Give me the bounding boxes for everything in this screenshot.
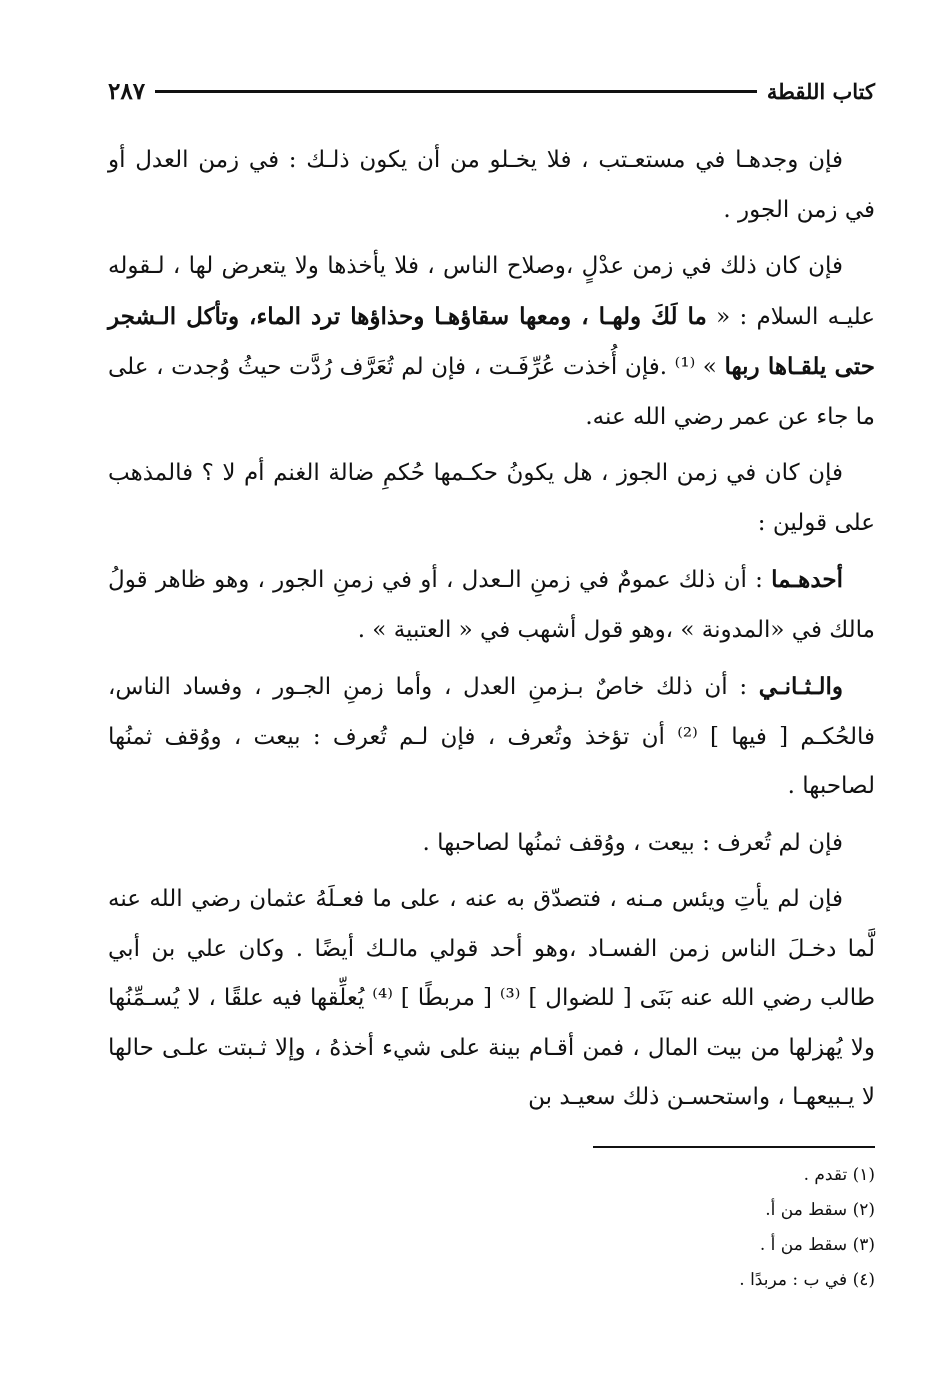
paragraph-3: فإن كان في زمن الجوز ، هل يكونُ حكـمها حُكمِ ضالة الغنم أم لا ؟ فالمذهب على قولين : (108, 460, 875, 536)
footnotes (455, 1158, 875, 1298)
first-opinion-label: أحدهـما (771, 566, 843, 593)
paragraph-4 (108, 555, 875, 655)
paragraph-4-text: : أن ذلك عمومٌ في زمنِ الـعدل ، أو في زمنِ الجور ، وهو ظاهر قولُ مالك في «المدونة » ،وهو قول أشهب في « العتبية » . (108, 567, 875, 643)
paragraph-6: فإن لم تُعرف : بيعت ، ووُقف ثمنُها لصاحبها . (422, 829, 843, 856)
hadith-quote: ما لَكَ ولهـا ، ومعها سقاؤهـا وحذاؤها ترد الماء، وتأكل الـشجر حتى يلقـاها ربها (108, 302, 875, 380)
paragraph-2-text-a: فإن كان ذلك في زمن عدْلٍ ،وصلاح الناس ، فلا يأخذها ولا يتعرض لها ، لـقوله عليـه السلام : « (108, 253, 875, 330)
running-title: كتاب اللقطة (766, 79, 875, 104)
paragraph-1: فإن وجدهـا في مستعـتب ، فلا يخـلو من أن يكون ذلـك : في زمن العدل أو في زمن الجور . (108, 147, 875, 223)
paragraph-2 (108, 242, 875, 442)
footnote-1: (١) تقدم . (803, 1165, 875, 1185)
paragraph-5-text: : أن ذلك خاصٌ بـزمنِ العدل ، وأما زمنِ الجـور ، وفساد الناس، فالحُكـم [ فيها ] ⁽²⁾ أن تؤخذ وتُعرف ، فإن لـم تُعرف : بيعت ، ووُقف ثمنُها لصاحبها . (108, 674, 875, 799)
page-header (108, 78, 875, 105)
footnote-rule (593, 1146, 875, 1148)
paragraph-5 (108, 662, 875, 812)
paragraph-2-text-b: » ⁽¹⁾ .فإن أُخذت عُرِّفَـت ، فإن لم تُعَرَّف رُدَّت حيثُ وُجدت ، على ما جاء عن عمر رضي الله عنه. (108, 354, 875, 430)
footnote-3: (٣) سقط من أ . (759, 1235, 875, 1255)
body-text (108, 136, 875, 1130)
header-rule (155, 90, 757, 93)
paragraph-7: فإن لم يأتِ ويئس مـنه ، فتصدّق به عنه ، على ما فعـلَهُ عثمان رضي الله عنه لَّما دخـلَ الناس زمن الفسـاد ،وهو أحد قولي مالـك أيضًا . وكان علي بن أبي طالب رضي الله عنه بَنَى [ للضوال ] ⁽³⁾ [ مربطًا ] ⁽⁴⁾ يُعلِّقها فيه علقًا ، لا يُسـمِّنُها ولا يُهزلها من بيت المال ، فمن أقـام بينة على شيء أخذهُ ، وإلا ثـبتت علـى حالها لا يـبيعهـا ، واستحسـن ذلك سعيـد بن (108, 886, 876, 1110)
page-number: ٢٨٧ (108, 78, 146, 105)
footnote-4: (٤) في ب : مربدًا . (739, 1270, 875, 1290)
second-opinion-label: والـثـانـي (758, 673, 843, 700)
footnote-2: (٢) سقط من أ. (765, 1200, 875, 1220)
